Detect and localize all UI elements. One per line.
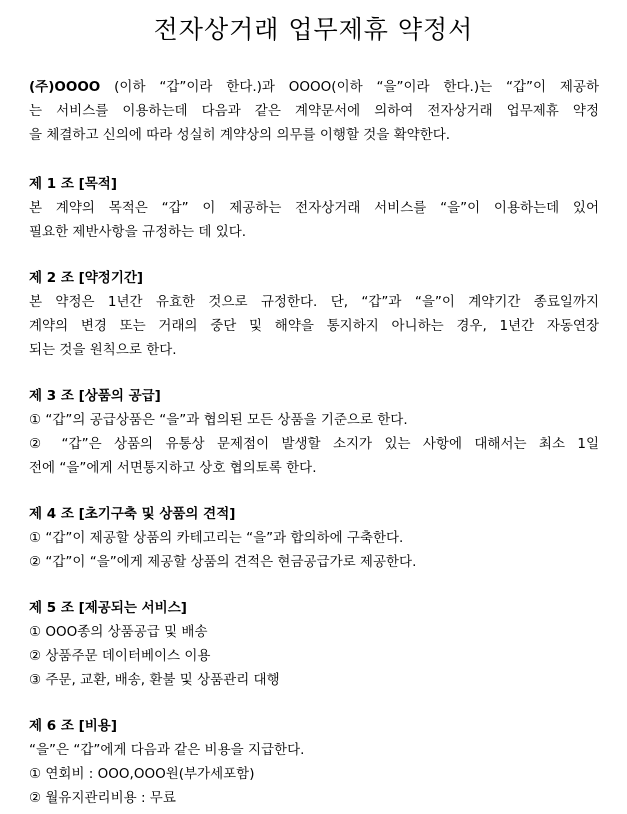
article-5-line-3: ③ 주문, 교환, 배송, 환불 및 상품관리 대행	[29, 672, 280, 688]
article-2-line-1: 본 약정은 1년간 유효한 것으로 규정한다. 단, “갑”과 “을”이 계약기간 종료일까지	[29, 294, 599, 310]
intro-line-3: 을 체결하고 신의에 따라 성실히 계약상의 의무를 이행할 것을 확약한다.	[29, 127, 451, 143]
article-5-heading: 제 5 조 [제공되는 서비스]	[29, 600, 187, 616]
article-3-line-3: 전에 “을”에게 서면통지하고 상호 협의토록 한다.	[29, 460, 317, 476]
article-1-line-2: 필요한 제반사항을 규정하는 데 있다.	[29, 224, 247, 240]
article-6-line-1: “을”은 “갑”에게 다음과 같은 비용을 지급한다.	[29, 742, 305, 758]
article-3-line-1: ① “갑”의 공급상품은 “을”과 협의된 모든 상품을 기준으로 한다.	[29, 412, 408, 428]
article-2-line-2: 계약의 변경 또는 거래의 중단 및 해약을 통지하지 아니하는 경우, 1년간 자동연장	[29, 318, 599, 334]
article-3-heading: 제 3 조 [상품의 공급]	[29, 388, 161, 404]
article-4-heading: 제 4 조 [초기구축 및 상품의 견적]	[29, 506, 236, 522]
article-6-heading: 제 6 조 [비용]	[29, 718, 117, 734]
document-title: 전자상거래 업무제휴 약정서	[153, 15, 474, 44]
article-4-line-2: ② “갑”이 “을”에게 제공할 상품의 견적은 현금공급가로 제공한다.	[29, 554, 417, 570]
article-1-heading: 제 1 조 [목적]	[29, 176, 117, 192]
article-2-heading: 제 2 조 [약정기간]	[29, 270, 144, 286]
article-6-line-2: ① 연회비 : OOO,OOO원(부가세포함)	[29, 766, 255, 782]
intro-line-2: 는 서비스를 이용하는데 다음과 같은 계약문서에 의하여 전자상거래 업무제휴 약정	[29, 103, 599, 119]
intro-line-1	[29, 77, 599, 97]
article-6-line-3: ② 월유지관리비용 : 무료	[29, 790, 176, 806]
article-2-line-3: 되는 것을 원칙으로 한다.	[29, 342, 177, 358]
article-1-line-1: 본 계약의 목적은 “갑” 이 제공하는 전자상거래 서비스를 “을”이 이용하는데 있어	[29, 200, 599, 216]
party-a-name: (주)OOOO	[29, 79, 101, 95]
article-3-line-2: ② “갑”은 상품의 유통상 문제점이 발생할 소지가 있는 사항에 대해서는 최소 1일	[29, 436, 599, 452]
intro-line-1-text: (이하 “갑”이라 한다.)과 OOOO(이하 “을”이라 한다.)는 “갑”이 제공하	[100, 79, 599, 95]
article-4-line-1: ① “갑”이 제공할 상품의 카테고리는 “을”과 합의하에 구축한다.	[29, 530, 404, 546]
article-5-line-2: ② 상품주문 데이터베이스 이용	[29, 648, 211, 664]
article-5-line-1: ① OOO종의 상품공급 및 배송	[29, 624, 208, 640]
